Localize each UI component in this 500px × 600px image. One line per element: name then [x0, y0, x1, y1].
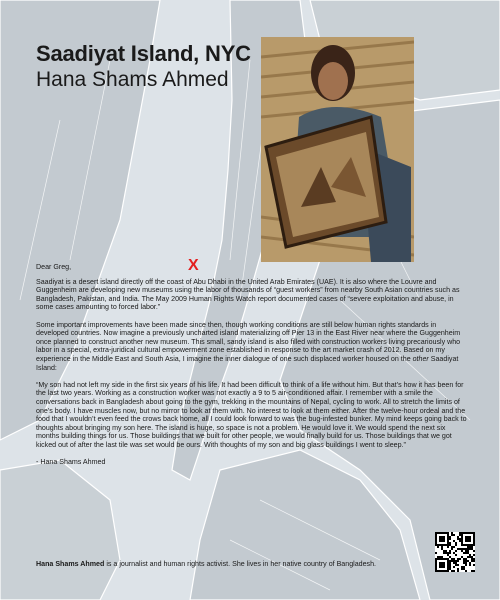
location-marker: X	[188, 257, 199, 274]
author-bio: Hana Shams Ahmed is a journalist and human rights activist. She lives in her native country of Bangladesh.	[36, 560, 377, 568]
paragraph-2: Some important improvements have been made since then, though working conditions are still below human rights standards in developed countries. Now imagine a previously uncharted island materializing off Pier 13 in the East River near where the Guggenheim once planned to construct another new museum. This small, sandy island is also filled with construction workers living precariously who labor in a special, extra-juridical cultural empowerment zone established in response to the art market crash of 2012. Based on my experience in the Middle East and South Asia, I imagine the inner dialogue of one such displaced worker housed on the other Saadiyat Island:	[36, 320, 461, 372]
author-name: Hana Shams Ahmed	[36, 68, 229, 91]
salutation: Dear Greg,	[36, 263, 72, 271]
page-title: Saadiyat Island, NYC	[36, 41, 251, 66]
signature: - Hana Shams Ahmed	[36, 458, 106, 467]
letter-body	[36, 263, 468, 475]
author-photo	[261, 37, 414, 262]
paragraph-3-quote: “My son had not left my side in the first six years of his life. It had been difficult to think of a life without him. But that’s how it has been for the last two years. Working as a construction worker was not exactly a 9 to 5 air-conditioned affair. I remember with a smile the conversations back in Bangladesh about going to the gym, trekking in the mountains of Nepal, cycling to work. All to stretch the limits of one’s body. I have muscles now, but no mirror to look at them with. No interest to look at them either. After the twelve-hour ordeal and the food that I wouldn’t even feed the crows back home, all I could look forward to was the bug-infested bunker. My mind keeps going back to thoughts about bringing my son here. The island is huge, so space is not a problem. He would love it. We would spend the next six months building things for us. Those buildings that we built for other people, we would finally build for us. Those buildings that we got kicked out of after the last tile was set would be ours. With thoughts of my son and big glass buildings I went to sleep.”	[36, 380, 467, 449]
qr-code-icon[interactable]	[435, 532, 475, 572]
paragraph-1: Saadiyat is a desert island directly off the coast of Abu Dhabi in the United Arab Emirates (UAE). It is also where the Louvre and Guggenheim are developing new museums using the labor of thousands of “guest workers” from nearby South Asian countries such as Bangladesh, Pakistan, and India. The May 2009 Human Rights Watch report documented cases of “severe exploitation and abuse, in some cases amounting to forced labor.”	[36, 277, 460, 312]
